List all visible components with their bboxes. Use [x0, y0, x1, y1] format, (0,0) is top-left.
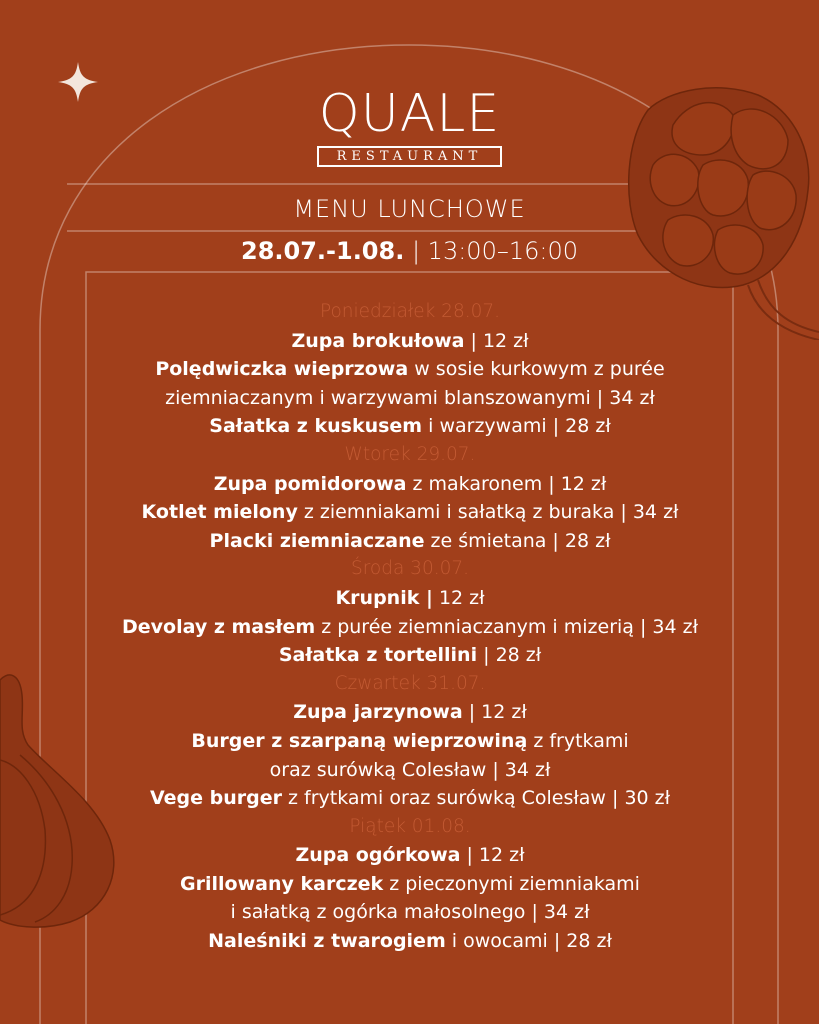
- day-label: Środa 30.07.: [350, 558, 470, 580]
- dish-name: Vege burger: [149, 787, 282, 810]
- menu-item: [60, 841, 760, 870]
- restaurant-logo: [0, 86, 819, 167]
- menu-item: [60, 412, 760, 441]
- dish-details: ziemniaczanym i warzywami blanszowanymi | 34 zł: [165, 386, 655, 409]
- dish-name: Sałatka z tortellini: [278, 644, 478, 667]
- dish-name: Naleśniki z twarogiem: [208, 930, 446, 953]
- date-hours-line: [0, 237, 819, 265]
- menu-list: [60, 298, 760, 956]
- menu-item: [60, 698, 760, 727]
- menu-item: [60, 898, 760, 927]
- day-section-monday: [60, 298, 760, 441]
- menu-item: [60, 784, 760, 813]
- dish-name: Devolay z masłem: [121, 615, 316, 638]
- menu-item: [60, 870, 760, 899]
- dish-details: z pieczonymi ziemniakami: [383, 872, 640, 895]
- menu-item: [60, 470, 760, 499]
- dish-details: | 12 zł: [464, 329, 529, 352]
- dish-details: 12 zł: [432, 586, 485, 609]
- day-section-wednesday: [60, 555, 760, 669]
- menu-item: [60, 527, 760, 556]
- dish-name: Burger z szarpaną wieprzowiną: [191, 729, 528, 752]
- menu-item: [60, 498, 760, 527]
- day-section-thursday: [60, 670, 760, 813]
- logo-subtitle: RESTAURANT: [317, 146, 503, 167]
- dish-details: ze śmietana | 28 zł: [424, 529, 611, 552]
- day-section-tuesday: [60, 441, 760, 555]
- dish-name: Zupa brokułowa: [291, 329, 465, 352]
- day-label: Poniedziałek 28.07.: [319, 301, 501, 322]
- dish-name: Polędwiczka wieprzowa: [155, 358, 409, 381]
- dish-name: Grillowany karczek: [180, 872, 384, 895]
- menu-item: [60, 727, 760, 756]
- opening-hours: 13:00–16:00: [427, 237, 578, 265]
- menu-item: [60, 641, 760, 670]
- menu-item: [60, 927, 760, 956]
- menu-item: [60, 756, 760, 785]
- date-separator: |: [404, 237, 428, 265]
- dish-name: Zupa pomidorowa: [213, 472, 407, 495]
- menu-heading: MENU LUNCHOWE: [293, 195, 526, 223]
- dish-details: z frytkami oraz surówką Colesław | 30 zł: [281, 787, 671, 810]
- menu-item: [60, 613, 760, 642]
- logo-wordmark: QUALE: [318, 84, 501, 144]
- dish-name: Sałatka z kuskusem: [209, 415, 423, 438]
- day-label: Czwartek 31.07.: [334, 672, 486, 694]
- dish-name: Zupa ogórkowa: [295, 844, 461, 867]
- dish-details: i owocami | 28 zł: [445, 930, 612, 953]
- dish-details: i warzywami | 28 zł: [422, 415, 611, 438]
- dish-details: w sosie kurkowym z purée: [408, 358, 665, 381]
- dish-name: Zupa jarzynowa: [293, 701, 463, 724]
- dish-details: z makaronem | 12 zł: [406, 472, 607, 495]
- dish-details: z purée ziemniaczanym i mizerią | 34 zł: [315, 615, 699, 638]
- dish-details: oraz surówką Colesław | 34 zł: [269, 758, 551, 781]
- day-label: Piątek 01.08.: [349, 815, 471, 837]
- menu-item: [60, 327, 760, 356]
- menu-item: [60, 584, 760, 613]
- dish-name: Kotlet mielony: [141, 501, 298, 524]
- dish-name: Krupnik |: [335, 586, 433, 609]
- dish-name: Placki ziemniaczane: [209, 529, 425, 552]
- dish-details: | 28 zł: [477, 644, 542, 667]
- date-range: 28.07.-1.08.: [241, 237, 405, 265]
- menu-item: [60, 384, 760, 413]
- dish-details: z frytkami: [527, 729, 629, 752]
- day-section-friday: [60, 813, 760, 956]
- dish-details: i sałatką z ogórka małosolnego | 34 zł: [230, 901, 590, 924]
- dish-details: z ziemniakami i sałatką z buraka | 34 zł: [297, 501, 679, 524]
- dish-details: | 12 zł: [460, 844, 525, 867]
- day-label: Wtorek 29.07.: [344, 443, 476, 465]
- menu-item: [60, 355, 760, 384]
- dish-details: | 12 zł: [462, 701, 527, 724]
